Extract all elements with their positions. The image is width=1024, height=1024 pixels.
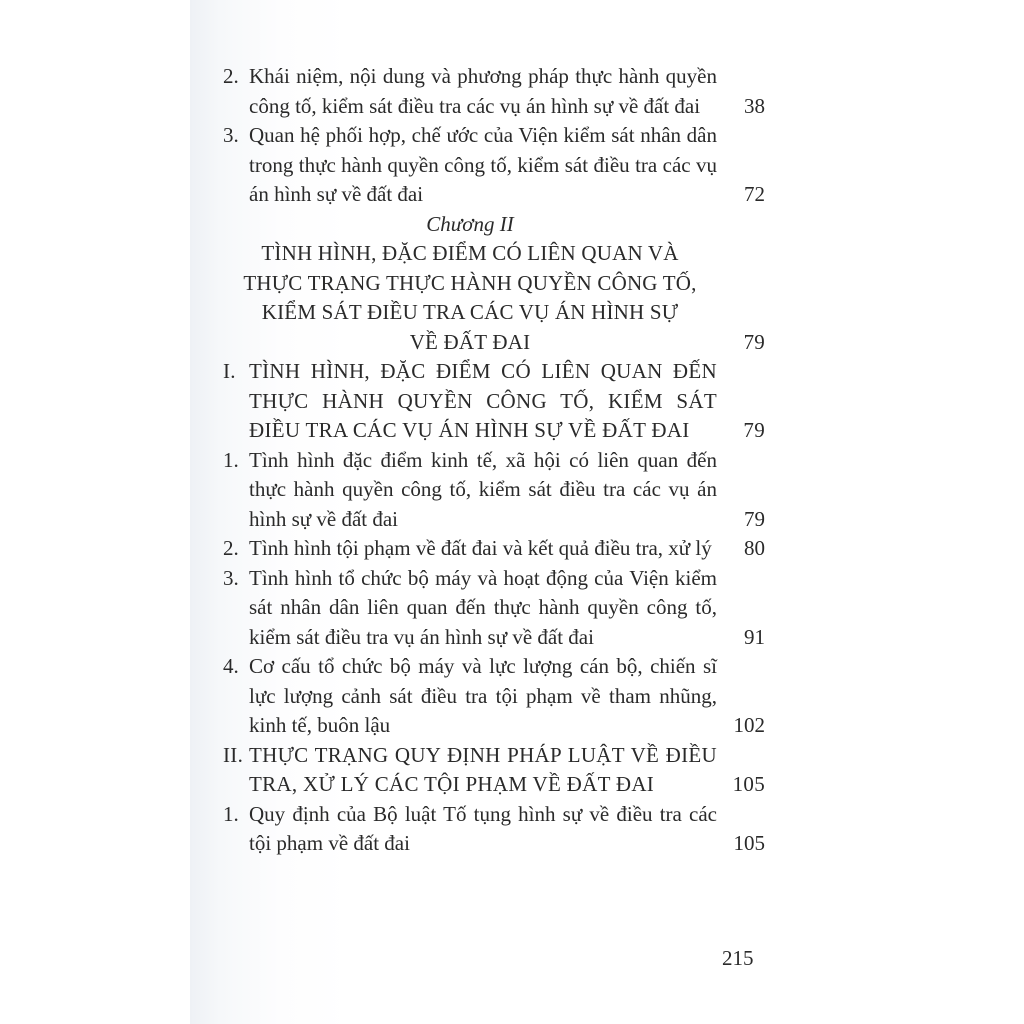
chapter-title-line: THỰC TRẠNG THỰC HÀNH QUYỀN CÔNG TỐ, <box>243 270 697 295</box>
entry-number: 3. <box>223 123 239 147</box>
section-number: I. <box>223 359 236 383</box>
toc-entry <box>223 446 765 535</box>
toc-section-heading <box>223 357 765 446</box>
chapter-page-ref: 79 <box>743 329 765 354</box>
toc-entry <box>223 121 765 210</box>
section-title: THỰC TRẠNG QUY ĐỊNH PHÁP LUẬT VỀ ĐIỀU TRA, XỬ LÝ CÁC TỘI PHẠM VỀ ĐẤT ĐAI <box>249 742 717 796</box>
section-page-ref: 105 <box>732 772 765 796</box>
entry-page-ref: 79 <box>744 506 765 531</box>
chapter-title-line: VỀ ĐẤT ĐAI <box>409 329 531 354</box>
chapter-title-line: KIỂM SÁT ĐIỀU TRA CÁC VỤ ÁN HÌNH SỰ <box>261 300 679 324</box>
chapter-title-line: TÌNH HÌNH, ĐẶC ĐIỂM CÓ LIÊN QUAN VÀ <box>261 241 679 265</box>
toc-section-heading <box>223 741 765 800</box>
entry-title: Tình hình tổ chức bộ máy và hoạt động của Viện kiểm sát nhân dân liên quan đến thực hành quyền công tố, kiểm sát điều tra vụ án hình sự về đất đai <box>249 565 717 649</box>
table-of-contents <box>223 62 765 859</box>
entry-title: Cơ cấu tổ chức bộ máy và lực lượng cán bộ, chiến sĩ lực lượng cảnh sát điều tra tội phạm về tham nhũng, kinh tế, buôn lậu <box>249 654 717 737</box>
section-title: TÌNH HÌNH, ĐẶC ĐIỂM CÓ LIÊN QUAN ĐẾN THỰC HÀNH QUYỀN CÔNG TỐ, KIỂM SÁT ĐIỀU TRA CÁC VỤ ÁN HÌNH SỰ VỀ ĐẤT ĐAI <box>249 359 717 442</box>
chapter-title <box>223 239 765 357</box>
section-number: II. <box>223 742 244 767</box>
entry-page-ref: 102 <box>733 713 765 737</box>
entry-page-ref: 91 <box>744 624 765 649</box>
page-number: 215 <box>722 946 754 970</box>
entry-title: Tình hình tội phạm về đất đai và kết quả điều tra, xử lý <box>249 536 712 560</box>
toc-entry <box>223 62 765 121</box>
toc-entry <box>223 534 765 564</box>
entry-page-ref: 105 <box>733 831 765 855</box>
entry-number: 1. <box>223 801 239 826</box>
section-page-ref: 79 <box>743 418 765 442</box>
entry-number: 2. <box>223 64 239 88</box>
toc-entry <box>223 800 765 859</box>
entry-page-ref: 38 <box>744 93 765 118</box>
entry-title: Tình hình đặc điểm kinh tế, xã hội có liên quan đến thực hành quyền công tố, kiểm sát điều tra các vụ án hình sự về đất đai <box>249 447 717 531</box>
entry-number: 4. <box>223 654 239 678</box>
entry-page-ref: 80 <box>744 536 765 560</box>
entry-number: 2. <box>223 536 239 560</box>
entry-number: 3. <box>223 565 239 590</box>
toc-entry <box>223 652 765 741</box>
entry-title: Quy định của Bộ luật Tố tụng hình sự về điều tra các tội phạm về đất đai <box>249 801 717 855</box>
entry-title: Khái niệm, nội dung và phương pháp thực hành quyền công tố, kiểm sát điều tra các vụ án hình sự về đất đai <box>249 64 717 118</box>
entry-title: Quan hệ phối hợp, chế ước của Viện kiểm sát nhân dân trong thực hành quyền công tố, kiểm sát điều tra các vụ án hình sự về đất đai <box>249 123 717 206</box>
toc-entry <box>223 564 765 653</box>
entry-number: 1. <box>223 447 239 472</box>
entry-page-ref: 72 <box>744 182 765 206</box>
chapter-label: Chương II <box>426 211 514 236</box>
